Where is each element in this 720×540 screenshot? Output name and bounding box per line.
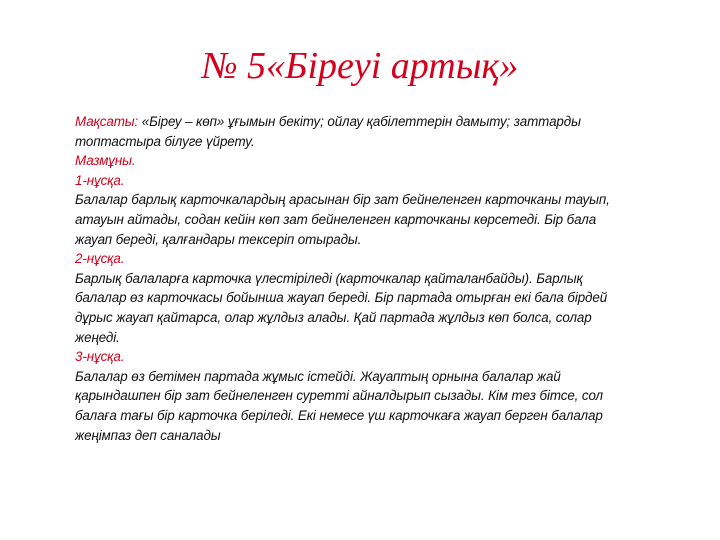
goal-label: Мақсаты:: [75, 114, 139, 129]
content-label: Мазмұны.: [75, 153, 136, 169]
variant-3-text: Балалар өз бетімен партада жұмыс істейді. Жауаптың орнына балалар жай: [75, 368, 561, 384]
goal-line: [75, 112, 695, 132]
goal-text-cont: топтастыра білуге үйрету.: [75, 133, 255, 149]
variant-3-text: жеңімпаз деп саналады: [75, 427, 221, 443]
variant-3-text: қарындашпен бір зат бейнеленген суретті айналдырып сызады. Кім тез бітсе, сол: [75, 388, 604, 404]
variant-2-text: Барлық балаларға карточка үлестіріледі (карточкалар қайталанбайды). Барлық: [75, 270, 583, 286]
variant-2-label: 2-нұсқа.: [75, 251, 125, 267]
variant-2-text: дұрыс жауап қайтарса, олар жұлдыз алады. Қай партада жұлдыз көп болса, солар: [75, 309, 592, 325]
goal-text: «Біреу – көп» ұғымын бекіту; ойлау қабілеттерін дамыту; заттарды: [138, 114, 581, 129]
page-title: № 5«Біреуі артық»: [201, 45, 519, 87]
variant-3-label: 3-нұсқа.: [75, 349, 125, 365]
variant-1-label: 1-нұсқа.: [75, 172, 125, 188]
variant-2-text: жеңеді.: [75, 329, 120, 345]
variant-2-text: балалар өз карточкасы бойынша жауап береді. Бір партада отырған екі бала бірдей: [75, 290, 608, 306]
variant-1-text: жауап береді, қалғандары тексеріп отырады.: [75, 231, 362, 247]
variant-1-text: атауын айтады, содан кейін көп зат бейнеленген карточканы көрсетеді. Бір бала: [75, 211, 597, 227]
text-body: [75, 112, 695, 445]
variant-1-text: Балалар барлық карточкалардың арасынан бір зат бейнеленген карточканы тауып,: [75, 192, 610, 208]
variant-3-text: балаға тағы бір карточка беріледі. Екі немесе үш карточкаға жауап берген балалар: [75, 407, 603, 423]
